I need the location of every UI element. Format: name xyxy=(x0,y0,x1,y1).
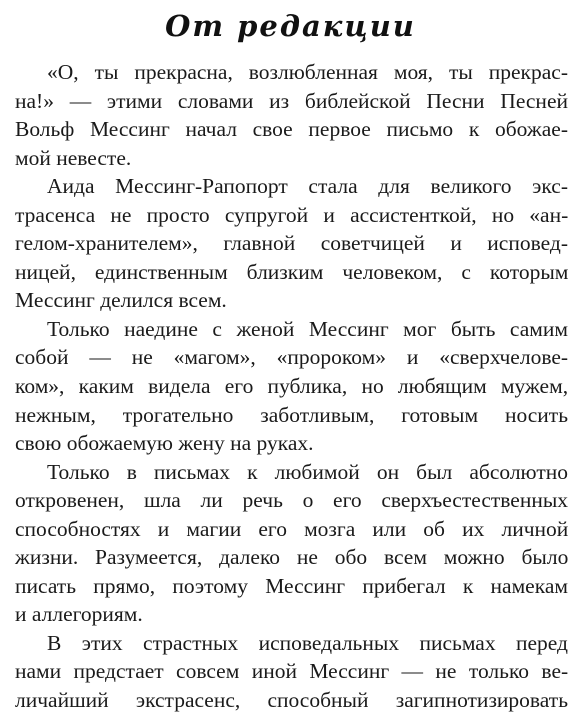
text-line: трасенса не просто супругой и ассистенткой, но «ан- xyxy=(15,202,569,227)
paragraph-3 xyxy=(15,315,568,458)
text-line: свою обожаемую жену на руках. xyxy=(15,431,314,456)
paragraph-4 xyxy=(15,458,568,629)
text-line: Только наедине с женой Мессинг мог быть самим xyxy=(47,316,568,341)
text-line: ницей, единственным близким человеком, с которым xyxy=(15,259,569,284)
text-line: Только в письмах к любимой он был абсолютно xyxy=(47,459,568,484)
text-line: Мессинг делился всем. xyxy=(15,288,227,313)
text-line: В этих страстных исповедальных письмах перед xyxy=(47,630,568,655)
paragraph-5 xyxy=(15,629,568,715)
paragraph-1 xyxy=(15,58,568,172)
text-line: способностях и магии его мозга или об их личной xyxy=(15,516,569,541)
text-line: жизни. Разумеется, далеко не обо всем можно было xyxy=(15,545,569,570)
text-line: личайший экстрасенс, способный загипнотизировать xyxy=(15,688,568,713)
text-line: Аида Мессинг-Рапопорт стала для великого экс- xyxy=(47,174,568,199)
section-heading: От редакции xyxy=(165,9,416,43)
text-line: нежным, трогательно заботливым, готовым носить xyxy=(15,402,568,427)
text-line: писать прямо, поэтому Мессинг прибегал к намекам xyxy=(15,573,568,598)
text-line: мой невесте. xyxy=(15,145,132,170)
text-line: нами предстает совсем иной Мессинг — не только ве- xyxy=(15,659,569,684)
text-line: откровенен, шла ли речь о его сверхъестественных xyxy=(15,488,569,513)
text-line: собой — не «магом», «пророком» и «сверхчелове- xyxy=(15,345,569,370)
text-line: ком», каким видела его публика, но любящим мужем, xyxy=(15,374,569,399)
text-line: на!» — этими словами из библейской Песни Песней xyxy=(15,88,568,113)
paragraph-2 xyxy=(15,172,568,315)
text-line: гелом-хранителем», главной советчицей и исповед- xyxy=(15,231,568,256)
text-line: Вольф Мессинг начал свое первое письмо к обожае- xyxy=(15,117,568,142)
article-body xyxy=(15,58,568,715)
text-line: «О, ты прекрасна, возлюбленная моя, ты прекрас- xyxy=(47,60,568,84)
text-line: и аллегориям. xyxy=(15,602,143,627)
